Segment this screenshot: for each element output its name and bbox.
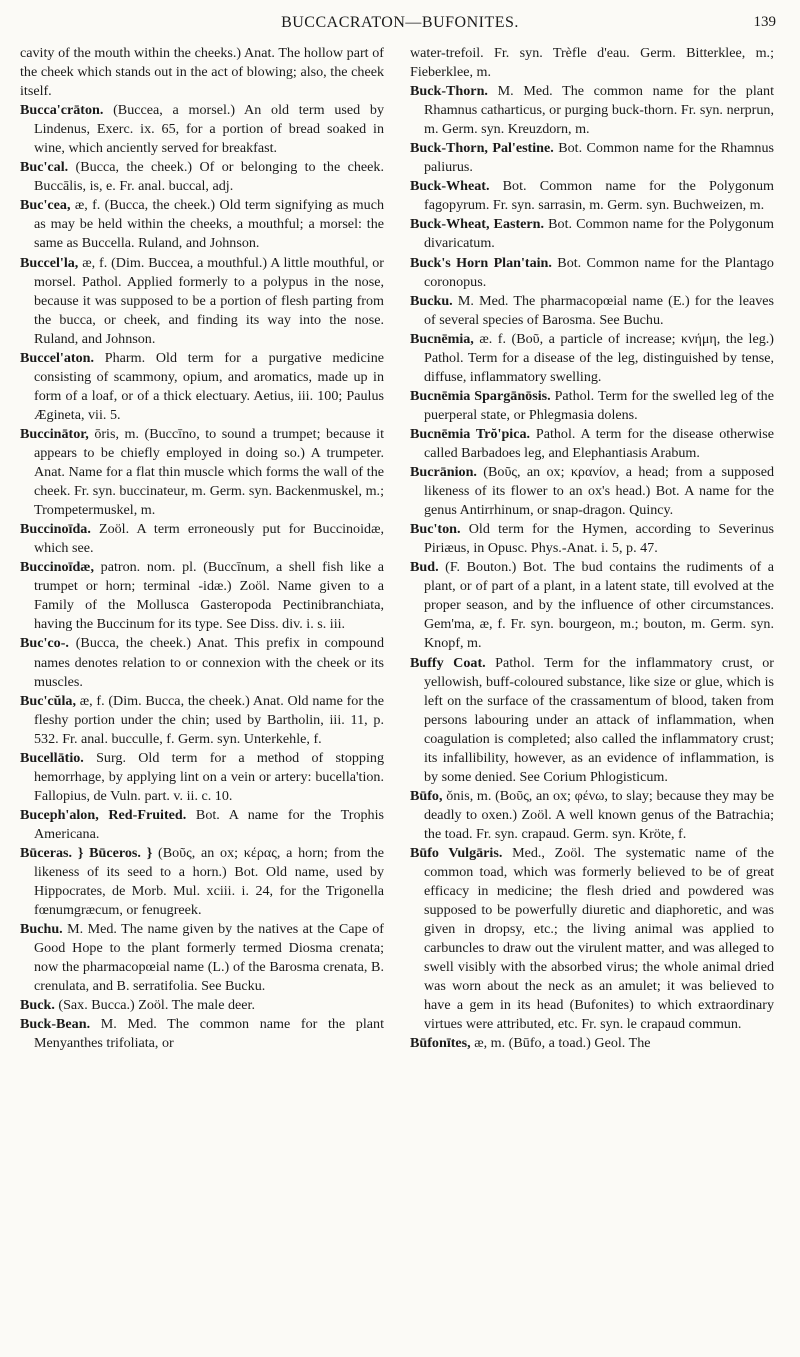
dictionary-entry [410,82,774,139]
entry-headword: Buck-Wheat, Eastern. [410,216,545,233]
entry-definition: M. Med. The pharmacopœial name (E.) for the leaves of several species of Barosma. See Buchu. [424,292,774,328]
entry-headword: Bucrānion. [410,464,477,481]
entry-headword: Bucnēmia Spargānōsis. [410,387,551,404]
dictionary-entry [20,844,384,920]
dictionary-entry [20,196,384,253]
entry-headword: Buccinoīdæ, [20,559,95,576]
entry-definition: æ, f. (Bucca, the cheek.) Old term signifying as much as may be held within the cheeks, a mouthful; a morsel: the same as Buccella. Ruland, and Johnson. [34,197,384,252]
entry-definition: Pathol. Term for the swelled leg of the puerperal state, or Phlegmasia dolens. [424,387,774,423]
entry-definition: Bot. Common name for the Rhamnus paliurus. [424,140,774,176]
dictionary-entry [410,425,774,463]
entry-headword: Buck-Wheat. [410,178,490,195]
page-number: 139 [753,14,776,30]
dictionary-entry [410,387,774,425]
entry-headword: Bucku. [410,292,453,309]
entry-definition: Bot. Common name for the Plantago coronopus. [424,254,774,290]
entry-headword: Buccel'aton. [20,349,94,366]
dictionary-entry [20,520,384,558]
entry-headword: Buccinoīda. [20,521,91,538]
entry-headword: Buck-Thorn. [410,83,488,100]
entry-definition: (Buccea, a morsel.) An old term used by Lindenus, Exerc. ix. 65, for a portion of bread soaked in wine, which anciently served for breakfast. [34,102,384,157]
entry-headword: Būfonītes, [410,1035,471,1052]
dictionary-entry [20,158,384,196]
entry-definition: æ, f. (Dim. Buccea, a mouthful.) A little mouthful, or morsel. Pathol. Applied formerly to a polypus in the nose, because it was supposed to be a portion of flesh parting from the bucca, or cheek, and finding its way into the nose. Ruland, and Johnson. [34,254,384,347]
dictionary-entry [20,101,384,158]
dictionary-entry [20,692,384,749]
dictionary-entry [410,787,774,844]
dictionary-entry [410,254,774,292]
entry-headword: Buck-Thorn, Pal'estine. [410,140,554,157]
dictionary-entry [410,654,774,787]
entry-definition: Pathol. A term for the disease otherwise called Barbadoes leg, and Elephantiasis Arabum. [424,425,774,461]
entry-definition: Bot. Common name for the Polygonum fagopyrum. Fr. syn. sarrasin, m. Germ. syn. Buchweizen, m. [424,178,774,214]
dictionary-entry [410,215,774,253]
entry-definition: æ, m. (Būfo, a toad.) Geol. The [470,1035,651,1052]
dictionary-entry [20,254,384,349]
dictionary-entry [410,1034,774,1053]
dictionary-entry [410,558,774,653]
entry-headword: Buchu. [20,921,63,938]
dictionary-entry [20,806,384,844]
entry-definition: ŏnis, m. (Boῦς, an ox; φένω, to slay; because they may be deadly to oxen.) Zoöl. A well known genus of the Batrachia; the toad. Fr. syn. crapaud. Germ. syn. Kröte, f. [424,787,774,842]
right-column [410,44,774,1053]
entry-definition: (Bucca, the cheek.) Anat. This prefix in compound names denotes relation to or connexion with the cheek or its muscles. [34,635,384,690]
dictionary-entry [410,844,774,1034]
dictionary-entry [20,920,384,996]
entry-headword: Būfo Vulgāris. [410,844,503,861]
dictionary-entry [410,177,774,215]
entry-definition: ōris, m. (Buccīno, to sound a trumpet; because it appears to be chiefly employed in doing so.) A trumpeter. Anat. Name for a flat thin muscle which forms the wall of the cheek. Fr. syn. buccinateur, m. Germ. syn. Backenmuskel, m.; Trompetermuskel, m. [34,425,384,519]
entry-definition: cavity of the mouth within the cheeks.) Anat. The hollow part of the cheek which stands out in the act of blowing; also, the cheek itself. [20,45,384,100]
dictionary-entry [20,349,384,425]
entry-headword: Buc'cŭla, [20,692,76,709]
dictionary-entry [20,749,384,806]
entry-definition: æ. f. (Boῦ, a particle of increase; κνήμη, the leg.) Pathol. Term for a disease of the leg, distinguished by tense, diffuse, inflammatory swelling. [424,330,774,385]
running-head: BUCCACRATON—BUFONITES. [281,14,519,31]
entry-definition: æ, f. (Dim. Bucca, the cheek.) Anat. Old name for the fleshy portion under the chin; used by Bartholin, iii. 11, p. 532. Fr. anal. bucculle, f. Germ. syn. Unterkehle, f. [34,692,384,747]
entry-definition: Old term for the Hymen, according to Severinus Piriæus, in Opusc. Phys.-Anat. i. 5, p. 47. [424,521,774,557]
entry-headword: Buck-Bean. [20,1016,91,1033]
left-column [20,44,384,1053]
entry-headword: Būceras. } Būceros. } [20,844,153,861]
entry-definition: water-trefoil. Fr. syn. Trèfle d'eau. Germ. Bitterklee, m.; Fieberklee, m. [410,45,774,81]
entry-definition: Pathol. Term for the inflammatory crust, or yellowish, buff-coloured substance, like size or glue, which is left on the surface of the crassamentum of blood, taken from persons labouring under an attack of inflammation, when coagulation is completed; also called the inflammatory crust; its infallibility, however, as an evidence of inflammation, is by some denied. See Corium Phlogisticum. [424,654,775,785]
entry-definition: patron. nom. pl. (Buccīnum, a shell fish like a trumpet or horn; terminal -idæ.) Zoöl. Name given to a Family of the Mollusca Gasteropoda Pectinibranchiata, having the Buccinum for its type. See Diss. div. i. s. iii. [34,559,384,633]
dictionary-entry [20,558,384,634]
entry-headword: Buffy Coat. [410,654,486,671]
dictionary-entry [410,44,774,82]
entry-definition: Pharm. Old term for a purgative medicine consisting of scammony, opium, and aromatics, made up in form of a loaf, or of a thick electuary. Aetius, iii. 100; Paulus Ægineta, vii. 5. [34,349,384,423]
entry-definition: (Sax. Bucca.) Zoöl. The male deer. [54,997,255,1014]
entry-headword: Buc'cal. [20,159,69,176]
dictionary-entry [20,44,384,101]
entry-definition: (Boῦς, an ox; κρανίον, a head; from a supposed likeness of its flower to an ox's head.) Bot. A name for the genus Antirrhinum, or snap-dragon. Quincy. [424,464,774,519]
entry-definition: (Boῦς, an ox; κέρας, a horn; from the likeness of its seed to a horn.) Bot. Old name, used by Hippocrates, de Morb. Mul. xciii. i. 24, for the Trigonella fœnumgræcum, or fenugreek. [34,844,384,919]
dictionary-entry [410,463,774,520]
entry-headword: Bud. [410,559,439,576]
entry-headword: Buccinātor, [20,425,89,442]
entry-definition: Bot. A name for the Trophis Americana. [34,806,384,842]
entry-headword: Buck's Horn Plan'tain. [410,254,552,271]
dictionary-entry [410,520,774,558]
entry-definition: M. Med. The common name for the plant Rhamnus catharticus, or purging buck-thorn. Fr. syn. nerprun, m. Germ. syn. Kreuzdorn, m. [424,83,774,138]
entry-headword: Bucnēmia Trŏ'pica. [410,425,531,442]
entry-definition: M. Med. The name given by the natives at the Cape of Good Hope to the plant formerly termed Diosma crenata; now the pharmacopœial name (L.) of the Barosma crenata, B. crenulata, and B. serratifolia. See Bucku. [34,921,384,995]
dictionary-entry [410,139,774,177]
entry-definition: (Bucca, the cheek.) Of or belonging to the cheek. Buccālis, is, e. Fr. anal. buccal, adj. [34,159,384,195]
dictionary-entry [20,996,384,1015]
entry-headword: Bucellātio. [20,749,84,766]
dictionary-entry [20,634,384,691]
dictionary-entry [410,330,774,387]
entry-headword: Buc'ton. [410,521,461,538]
dictionary-entry [20,1015,384,1053]
entry-definition: M. Med. The common name for the plant Menyanthes trifoliata, or [34,1016,384,1052]
entry-headword: Bucnēmia, [410,330,474,347]
entry-headword: Buc'cea, [20,197,71,214]
entry-headword: Buceph'alon, Red-Fruited. [20,806,187,823]
entry-headword: Buck. [20,997,55,1014]
entry-definition: Zoöl. A term erroneously put for Buccinoidæ, which see. [34,521,384,557]
entry-headword: Būfo, [410,787,443,804]
dictionary-entry [410,292,774,330]
entry-definition: Bot. Common name for the Polygonum divaricatum. [424,216,774,252]
entry-definition: Med., Zoöl. The systematic name of the common toad, which was formerly believed to be of great efficacy in medicine; the flesh dried and powdered was supposed to be powerfully diuretic and diaphoretic, and was given in dropsy, etc.; the living animal was applied to carbuncles to draw out the virulent matter, and was alleged to swell visibly with the absorbed virus; the whole animal dried was worn about the neck as an amulet; it was believed to have a gem in its head (Bufonites) to which extraordinary virtues were attributed, etc. Fr. syn. le crapaud commun. [424,844,774,1033]
entry-definition: Surg. Old term for a method of stopping hemorrhage, by applying lint on a vein or artery: bucella'tion. Fallopius, de Vuln. part. v. ii. c. 10. [34,749,384,804]
entry-headword: Buccel'la, [20,254,79,271]
dictionary-entry [20,425,384,520]
entry-definition: (F. Bouton.) Bot. The bud contains the rudiments of a plant, or of part of a plant, in a latent state, till evolved at the proper season, and by the influence of other circumstances. Gem'ma, æ, f. Fr. syn. bourgeon, m.; bouton, m. Germ. syn. Knopf, m. [424,559,774,652]
entry-headword: Bucca'crāton. [20,102,104,119]
entry-headword: Buc'co-. [20,635,69,652]
